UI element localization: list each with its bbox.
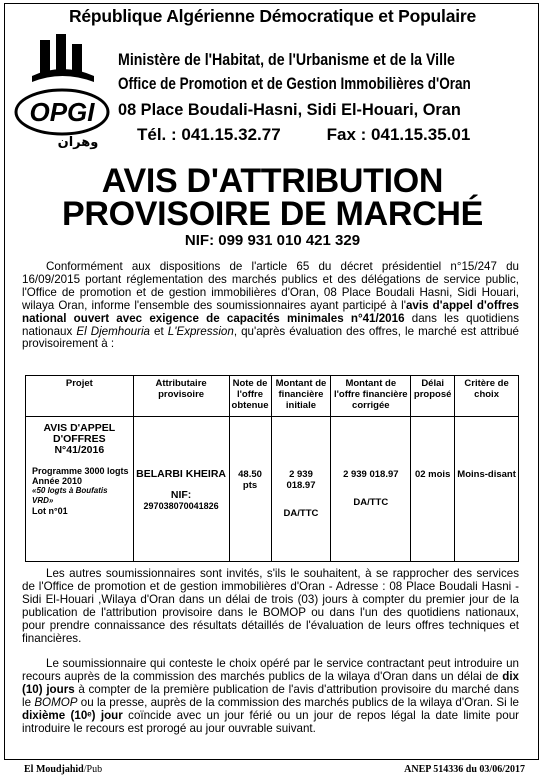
critere-value: Moins-disant	[457, 469, 516, 480]
footer-source	[24, 764, 102, 775]
col-header-delai: Délai proposé	[411, 376, 455, 417]
col-header-montant-initial: Montant de financière initiale	[271, 376, 331, 417]
p1-text-g: , qu'après évaluation des offres, le marché est attribué provisoirement à :	[22, 324, 519, 351]
contact-line	[137, 125, 545, 145]
title-line-2: PROVISOIRE DE MARCHÉ	[62, 195, 483, 233]
logo-text: OPGI	[29, 97, 95, 127]
p3-bomop: BOMOP	[34, 695, 78, 709]
montant-corrige-value: 2 939 018.97	[343, 469, 399, 480]
attributaire-name: BELARBI KHEIRA	[136, 468, 227, 480]
footer-anep: ANEP 514336 du 03/06/2017	[404, 764, 525, 775]
montant-initial	[274, 469, 329, 519]
nif-line: NIF: 099 931 010 421 329	[184, 232, 361, 249]
address-line: 08 Place Boudali-Hasni, Sidi El-Houari, Oran	[118, 100, 461, 119]
ministry-line: Ministère de l'Habitat, de l'Urbanisme et de la Ville	[118, 51, 455, 69]
col-header-attributaire: Attributaire provisoire	[133, 376, 229, 417]
fax-number: Fax : 041.15.35.01	[326, 125, 471, 144]
footer-pub: /Pub	[83, 764, 103, 775]
paragraph-invitation: Les autres soumissionnaires sont invités, s'ils le souhaitent, à se rapprocher des services de l'Office de promotion et de gestion immobilières d'Oran - Adresse : 08 Place Boudali Hasni - Sidi El-Houari ,Wilaya d'Oran dans un délai de trois (03) jours à compter du premier jour de la publication de l'attribution provisoire dans le BOMOP ou dans l'un des quotidiens nationaux, pour prendre connaissance des résultats détaillés de l'évaluation de leurs offres techniques et financières.	[22, 567, 519, 645]
p3-text-e: ou la presse, auprès de la commission des marchés publics de la wilaya d'Oran. Si le	[77, 695, 519, 709]
p3-text-a: Le soumissionnaire qui conteste le choix opéré par le service contractant peut introduire un recours auprès de la commission des marchés publics de la wilaya d'Oran dans un délai de	[22, 657, 519, 683]
p1-text-c: dans les quotidiens nationaux	[22, 311, 519, 338]
cell-delai	[411, 417, 455, 562]
title-line-1: AVIS D'ATTRIBUTION	[101, 162, 444, 200]
montant-initial-unit: DA/TTC	[283, 508, 319, 519]
col-header-critere: Critère de choix	[455, 376, 519, 417]
projet-lot-number: Lot n°01	[32, 506, 68, 516]
tel-number: Tél. : 041.15.32.77	[137, 125, 281, 144]
attribution-table	[25, 375, 519, 562]
table-header-row	[26, 376, 519, 417]
table-row	[26, 417, 519, 562]
p3-text-c: à compter de la première publication de l'avis d'attribution provisoire du marché dans le	[22, 682, 520, 709]
projet-avis: AVIS D'APPEL D'OFFRES N°41/2016	[43, 422, 116, 456]
col-header-projet: Projet	[26, 376, 134, 417]
cell-projet	[26, 417, 134, 562]
col-header-note: Note de l'offre obtenue	[229, 376, 271, 417]
p1-text-a: Conformément aux dispositions de l'article 65 du décret présidentiel n°15/247 du 16/09/2015 portant réglementation des marchés publics et des délégations de service public, l'Office de promotion et de gestion immobilières d'Oran, 08 Place Boudali Hasni, Sidi Houari, wilaya Oran, informe l'ensemble des soumissionnaires ayant participé à l'	[22, 260, 519, 312]
cell-critere	[455, 417, 519, 562]
footer-newspaper: El Moudjahid	[24, 764, 84, 775]
p1-text-e: et	[150, 324, 168, 338]
republic-heading: République Algérienne Démocratique et Populaire	[68, 6, 477, 26]
office-line: Office de Promotion et de Gestion Immobilières d'Oran	[118, 75, 471, 93]
montant-initial-value: 2 939 018.97	[286, 469, 316, 491]
p3-text-g: coïncide avec un jour férié ou un jour de repos légal la date limite pour introduire le recours est prorogé au jour ouvrable suivant.	[22, 708, 519, 735]
p3-bold-delay: dix (10) jours	[22, 669, 519, 696]
cell-note	[229, 417, 271, 562]
paragraph-intro	[22, 261, 519, 351]
p1-bold-ref: avis d'appel d'offres national ouvert avec exigence de capacités minimales n°41/2016	[22, 298, 519, 325]
attributaire-nif-label: NIF:	[170, 489, 192, 501]
cell-montant-corrige	[331, 417, 411, 562]
attributaire-nif-value: 297038070041826	[143, 501, 219, 511]
p1-newspaper-2: L'Expression	[167, 324, 234, 338]
p3-bold-tenth-day: dixième (10ᵉ) jour	[22, 708, 123, 722]
cell-attributaire	[133, 417, 229, 562]
paragraph-recours	[22, 658, 519, 735]
opgi-logo	[12, 32, 112, 150]
delai-value: 02 mois	[414, 469, 451, 480]
logo-arabic: وهران	[57, 135, 99, 150]
p1-newspaper-1: El Djemhouria	[76, 324, 150, 338]
projet-lot-description: «50 logts à Boufatis VRD»	[32, 486, 108, 505]
col-header-montant-corrige: Montant de l'offre financière corrigée	[331, 376, 411, 417]
projet-programme: Programme 3000 logts Année 2010	[32, 466, 129, 486]
montant-corrige-unit: DA/TTC	[353, 497, 389, 508]
projet-details	[28, 466, 131, 516]
note-value: 48.50 pts	[238, 469, 262, 491]
cell-montant-initial	[271, 417, 331, 562]
montant-corrige	[333, 469, 408, 508]
